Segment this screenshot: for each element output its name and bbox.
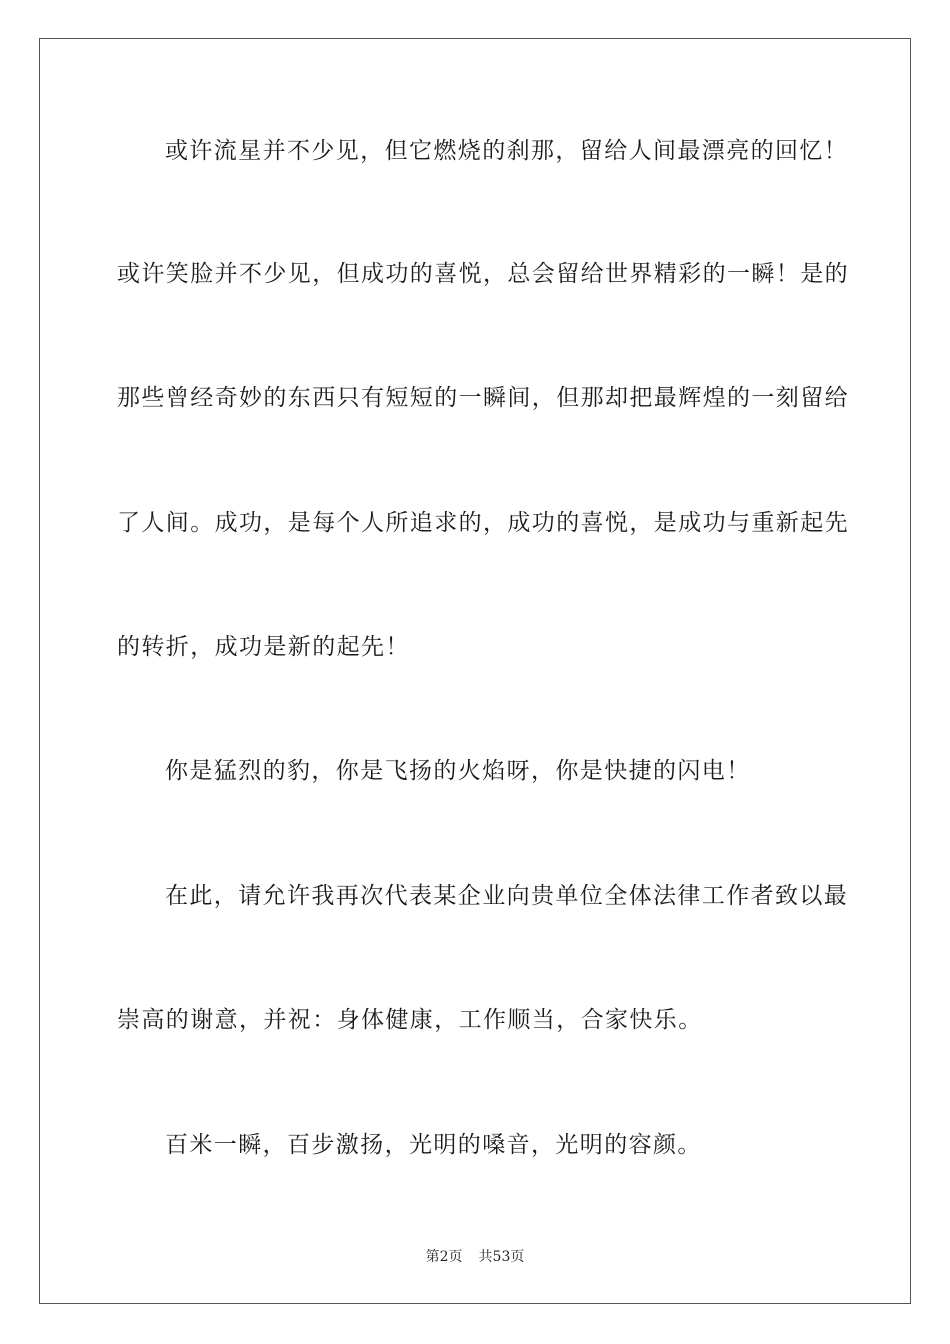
page-number-current: 第2页: [425, 1249, 463, 1265]
paragraph-line: 那些曾经奇妙的东西只有短短的一瞬间，但那却把最辉煌的一刻留给: [117, 385, 849, 411]
paragraph-line: 崇高的谢意，并祝：身体健康，工作顺当，合家快乐。: [117, 1007, 703, 1033]
page-number-total: 共53页: [478, 1249, 525, 1265]
paragraph-line: 在此，请允许我再次代表某企业向贵单位全体法律工作者致以最: [165, 883, 849, 909]
paragraph-line: 你是猛烈的豹，你是飞扬的火焰呀，你是快捷的闪电！: [165, 758, 751, 784]
page-border: [39, 38, 911, 1304]
paragraph-line: 了人间。成功，是每个人所追求的，成功的喜悦，是成功与重新起先: [117, 510, 849, 536]
paragraph-line: 或许笑脸并不少见，但成功的喜悦，总会留给世界精彩的一瞬！是的: [117, 261, 849, 287]
page-footer: [0, 1248, 950, 1266]
paragraph-line: 百米一瞬，百步激扬，光明的嗓音，光明的容颜。: [165, 1132, 702, 1158]
paragraph-line: 的转折，成功是新的起先！: [117, 634, 410, 660]
paragraph-line: 或许流星并不少见，但它燃烧的刹那，留给人间最漂亮的回忆！: [165, 138, 849, 164]
